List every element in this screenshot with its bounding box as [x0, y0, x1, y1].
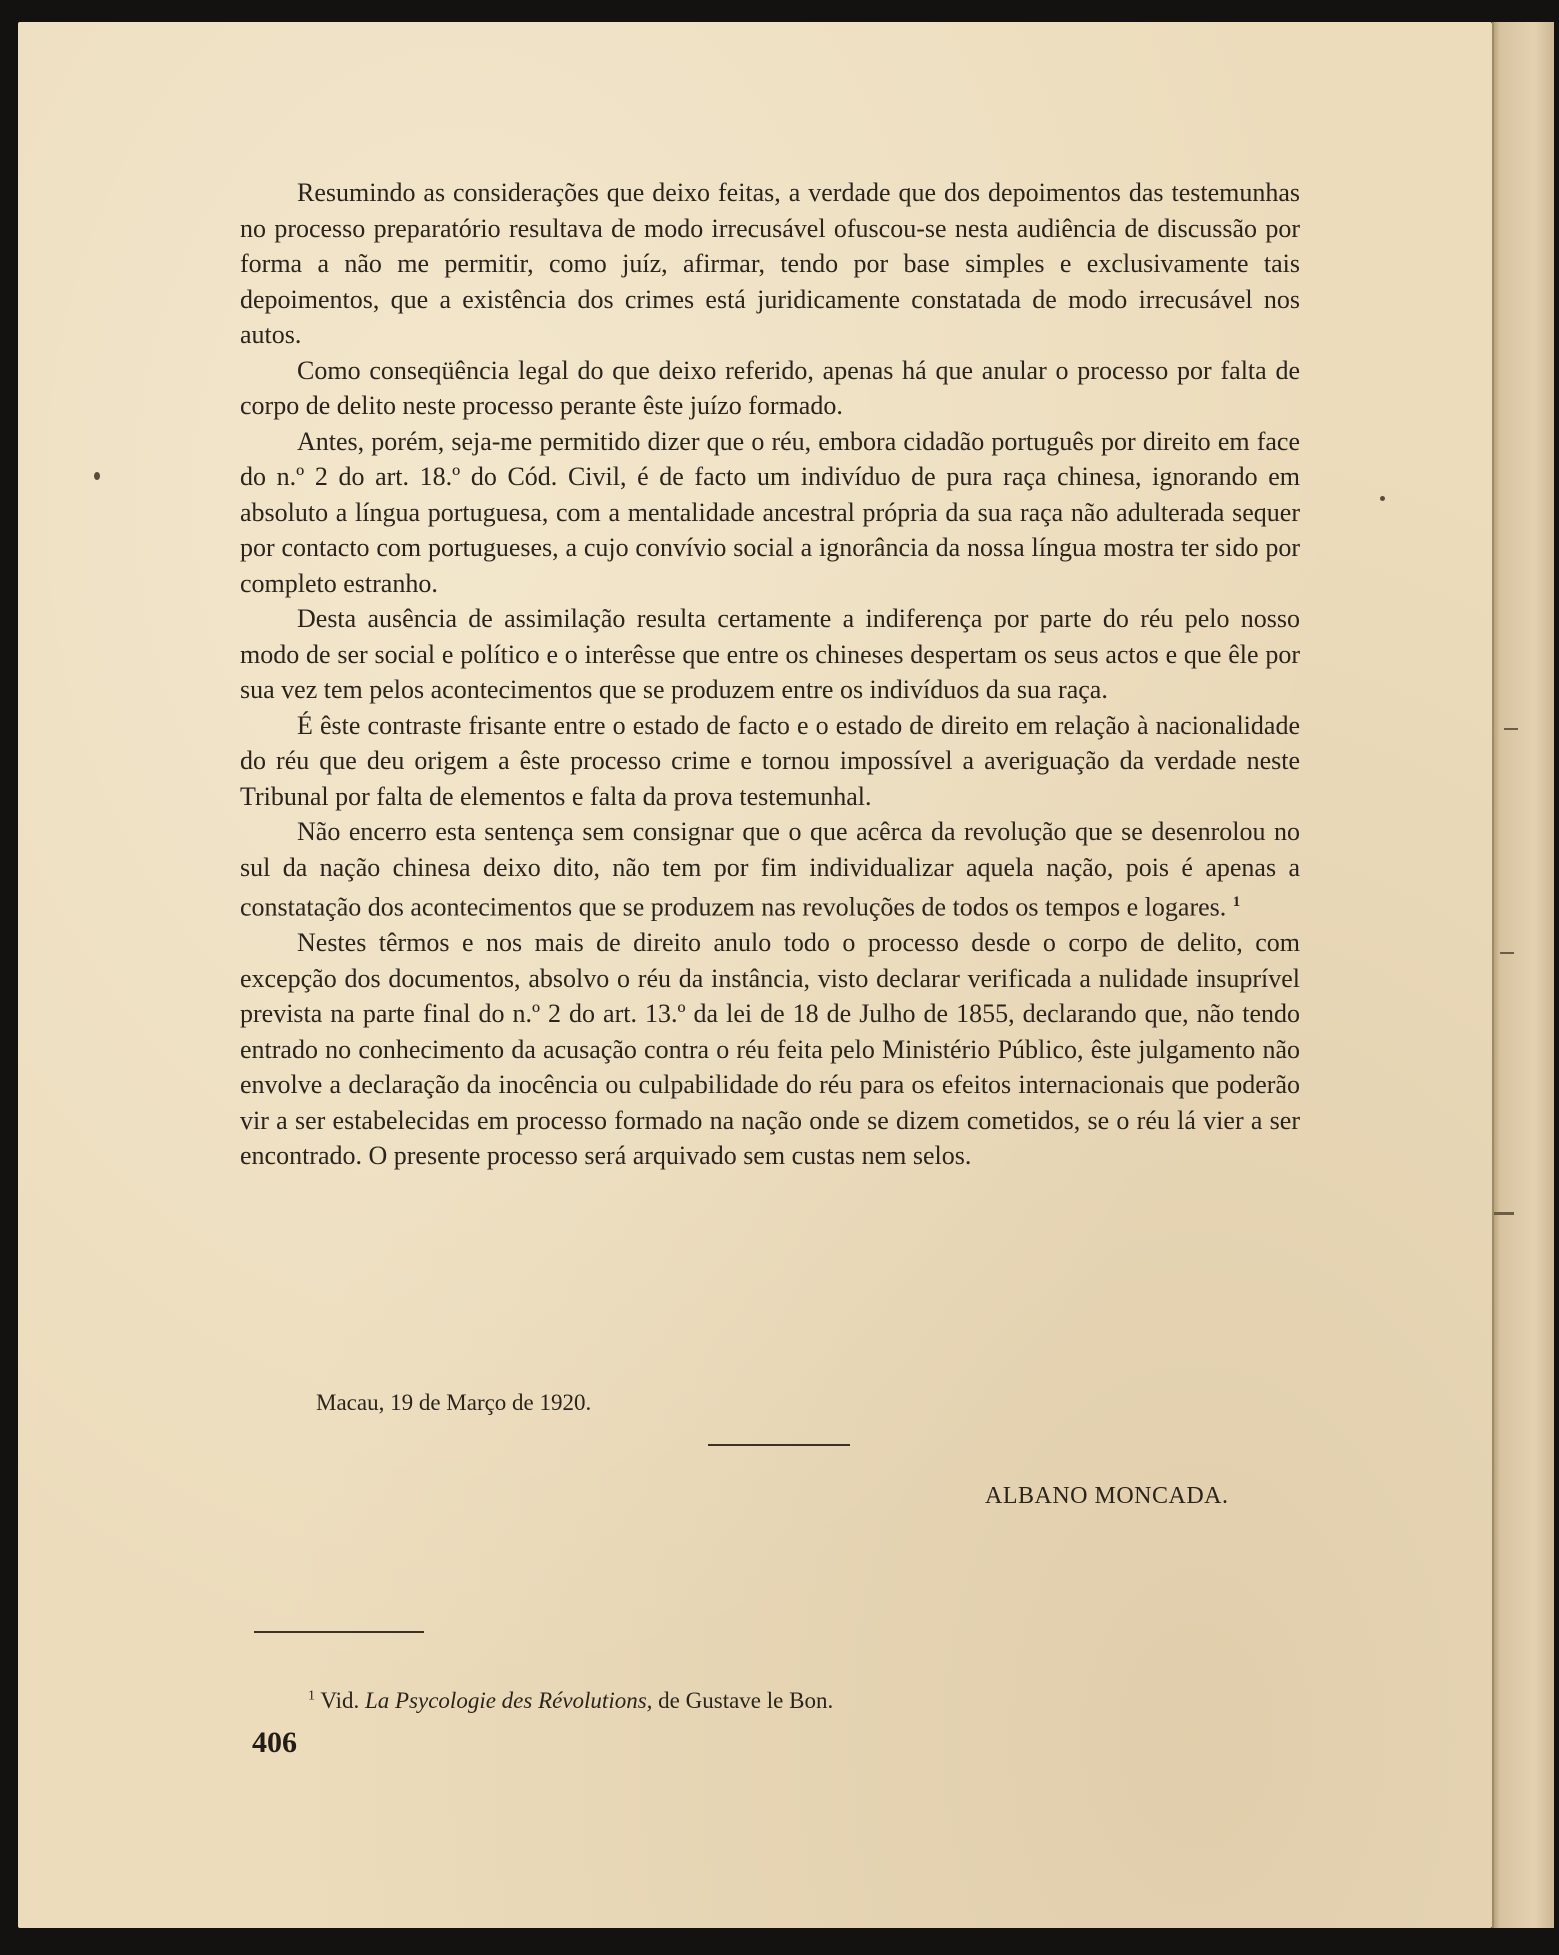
paragraph: É êste contraste frisante entre o estado de facto e o estado de direito em relação à nacionalidade do réu que deu origem a êste processo crime e tornou impossível a averiguação da verdade neste Tribunal por falta de elementos e falta da prova testemunhal. [240, 710, 1300, 811]
margin-mark [1494, 1212, 1514, 1215]
footnote-prefix: Vid. [320, 1688, 360, 1713]
paragraph: Antes, porém, seja-me permitido dizer que o réu, embora cidadão português por direito em face do n.º 2 do art. 18.º do Cód. Civil, é de facto um indivíduo de pura raça chinesa, ignorando em absoluto a língua portuguesa, com a mentalidade ancestral própria da sua raça não adulterada sequer por contacto com portugueses, a cujo convívio social a ignorância da nossa língua mostra ter sido por completo estranho. [240, 426, 1300, 598]
paper-speck [1380, 496, 1385, 501]
paragraph-with-footnote [240, 814, 1300, 925]
footnote-suffix: de Gustave le Bon. [658, 1688, 834, 1713]
margin-mark [1500, 952, 1514, 954]
footnote-marker: 1 [308, 1688, 315, 1704]
paragraph: Resumindo as considerações que deixo feitas, a verdade que dos depoimentos das testemunhas no processo preparatório resultava de modo irrecusável ofuscou-se nesta audiência de discussão por forma a não me permitir, como juíz, afirmar, tendo por base simples e exclusivamente tais depoimentos, que a existência dos crimes está juridicamente constatada de modo irrecusável nos autos. [240, 178, 1300, 349]
body-text [240, 175, 1300, 1174]
paragraph: Nestes têrmos e nos mais de direito anulo todo o processo desde o corpo de delito, com excepção dos documentos, absolvo o réu da instância, visto declarar verificada a nulidade insuprível prevista na parte final do n.º 2 do art. 13.º da lei de 18 de Julho de 1855, declarando que, não tendo entrado no conhecimento da acusação contra o réu feita pelo Ministério Público, êste julgamento não envolve a declaração da inocência ou culpabilidade do réu para os efeitos internacionais que poderão vir a ser estabelecidas em processo formado na nação onde se dizem cometidos, se o réu lá vier a ser encontrado. O presente processo será arquivado sem custas nem selos. [240, 928, 1300, 1171]
signature: ALBANO MONCADA. [985, 1483, 1229, 1509]
footnote-title: La Psycologie des Révolutions, [364, 1688, 653, 1713]
signature-rule [708, 1444, 850, 1446]
paragraph-text: Não encerro esta sentença sem consignar que o que acêrca da revolução que se desenrolou no sul da nação chinesa deixo dito, não tem por fim individualizar aquela nação, pois é apenas a constatação dos acontecimentos que se produzem nas revoluções de todos os tempos e logares. [240, 817, 1300, 922]
paragraph: Como conseqüência legal do que deixo referido, apenas há que anular o processo por falta de corpo de delito neste processo perante êste juízo formado. [240, 355, 1300, 420]
page-number: 406 [252, 1726, 297, 1759]
footnote-rule [254, 1631, 424, 1633]
date-line: Macau, 19 de Março de 1920. [316, 1390, 592, 1415]
adjacent-page-edge [1492, 22, 1554, 1928]
margin-mark [1504, 728, 1518, 730]
paper-speck [94, 472, 100, 480]
paper-page [18, 22, 1492, 1928]
paragraph: Desta ausência de assimilação resulta certamente a indiferença por parte do réu pelo nosso modo de ser social e político e o interêsse que entre os chineses despertam os seus actos e que êle por sua vez tem pelos acontecimentos que se produzem entre os indivíduos da sua raça. [240, 604, 1300, 704]
footnote [308, 1688, 833, 1714]
footnote-reference: 1 [1232, 894, 1241, 910]
